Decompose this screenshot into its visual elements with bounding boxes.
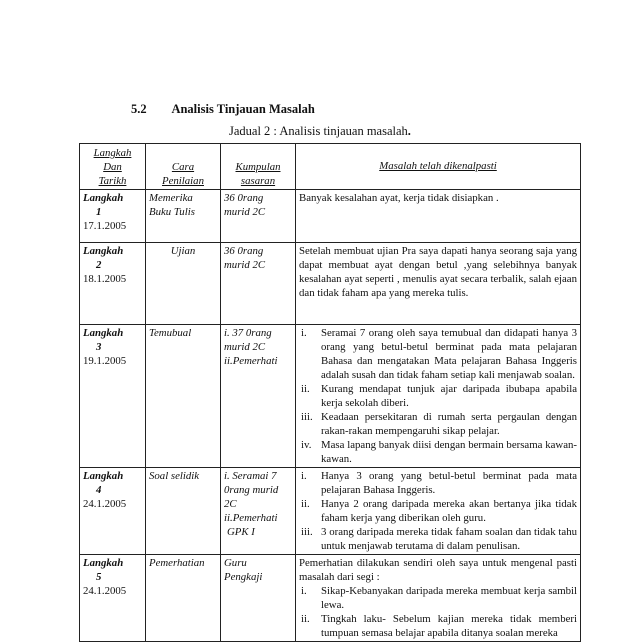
- list-marker: i.: [301, 470, 307, 482]
- list-text: Seramai 7 orang oleh saya temubual dan didapati hanya 3 orang yang betul-betul berminat pada mata pelajaran Bahasa dan mengatakan Mata pelajaran Bahasa Inggeris adalah susah dan tidak faham setiap kali menjawab soalan.: [321, 327, 577, 381]
- header-text: Masalah telah dikenalpasti: [379, 160, 497, 172]
- step-label: Langkah: [83, 245, 124, 257]
- target-text: 36 0rang: [224, 192, 264, 204]
- target-text: ii.Pemerhati: [224, 355, 278, 367]
- step-date: 18.1.2005: [83, 273, 127, 285]
- list-text: Kurang mendapat tunjuk ajar daripada ibubapa apabila kerja sekolah diberi.: [321, 383, 577, 409]
- list-marker: i.: [301, 585, 307, 597]
- table-row: [80, 468, 581, 555]
- step-label: Langkah: [83, 192, 124, 204]
- target-text: murid 2C: [224, 206, 266, 218]
- table-row: [80, 190, 581, 243]
- target-text: i. 37 0rang: [224, 327, 272, 339]
- analysis-table: [79, 143, 581, 642]
- method-text: Buku Tulis: [149, 206, 195, 218]
- problem-text: Setelah membuat ujian Pra saya dapati hanya seorang saja yang dapat membuat ayat dengan betul ,yang selebihnya banyak kesalahan ayat seperti , menulis ayat secara terbalik, salah ejaan dan tidak faham apa yang mereka tulis.: [299, 245, 577, 299]
- problem-intro: Pemerhatian dilakukan sendiri oleh saya untuk mengenal pasti masalah dari segi :: [299, 557, 577, 583]
- target-cell: [221, 468, 296, 555]
- step-cell: [80, 190, 146, 243]
- problem-cell: [296, 190, 581, 243]
- method-text: Soal selidik: [149, 470, 200, 482]
- header-text: Kumpulan: [235, 161, 281, 173]
- target-text: i. Seramai 7: [224, 470, 277, 482]
- target-cell: [221, 190, 296, 243]
- step-date: 17.1.2005: [83, 220, 127, 232]
- header-text: Cara: [171, 161, 195, 173]
- step-label: Langkah: [83, 327, 124, 339]
- header-step-date: [80, 144, 146, 190]
- header-method: [146, 144, 221, 190]
- section-title: Analisis Tinjauan Masalah: [171, 102, 315, 116]
- list-marker: iii.: [301, 526, 313, 538]
- target-cell: [221, 555, 296, 642]
- method-cell: [146, 325, 221, 468]
- problem-list: [299, 326, 577, 466]
- header-target: [221, 144, 296, 190]
- target-text: murid 2C: [224, 259, 266, 271]
- header-text: Dan: [103, 161, 122, 173]
- header-problem: [296, 144, 581, 190]
- step-date: 24.1.2005: [83, 498, 127, 510]
- list-text: Sikap-Kebanyakan daripada mereka membuat kerja sambil lewa.: [321, 585, 577, 611]
- method-text: Pemerhatian: [149, 557, 205, 569]
- step-number: 1: [96, 206, 102, 218]
- target-text: GPK I: [227, 526, 255, 538]
- list-item: [299, 382, 577, 410]
- method-text: Ujian: [170, 245, 196, 257]
- method-cell: [146, 555, 221, 642]
- method-cell: [146, 468, 221, 555]
- target-cell: [221, 243, 296, 325]
- step-cell: [80, 325, 146, 468]
- list-item: [299, 612, 577, 640]
- list-text: 3 orang daripada mereka tidak faham soalan dan tidak tahu untuk menjawab terutama di dalam penulisan.: [321, 526, 577, 552]
- header-text: Tarikh: [98, 175, 127, 187]
- target-text: Pengkaji: [224, 571, 263, 583]
- step-label: Langkah: [83, 557, 124, 569]
- target-cell: [221, 325, 296, 468]
- problem-text: Banyak kesalahan ayat, kerja tidak disiapkan .: [299, 192, 499, 204]
- target-text: 0rang murid: [224, 484, 279, 496]
- target-text: Guru: [224, 557, 247, 569]
- list-item: [299, 497, 577, 525]
- step-number: 4: [96, 484, 102, 496]
- header-text: sasaran: [240, 175, 276, 187]
- step-cell: [80, 468, 146, 555]
- problem-list: [299, 469, 577, 553]
- table-caption: [229, 124, 411, 139]
- list-text: Tingkah laku- Sebelum kajian mereka tidak memberi tumpuan semasa belajar apabila ditanya soalan mereka: [321, 613, 577, 639]
- list-text: Hanya 3 orang yang betul-betul berminat pada mata pelajaran Bahasa Inggeris.: [321, 470, 577, 496]
- step-number: 3: [96, 341, 102, 353]
- step-cell: [80, 555, 146, 642]
- step-date: 24.1.2005: [83, 585, 127, 597]
- list-item: [299, 584, 577, 612]
- step-cell: [80, 243, 146, 325]
- step-number: 5: [96, 571, 102, 583]
- problem-cell: [296, 555, 581, 642]
- target-text: murid 2C: [224, 341, 266, 353]
- header-text: Langkah: [93, 147, 132, 159]
- method-text: Memerika: [149, 192, 193, 204]
- list-text: Masa lapang banyak diisi dengan bermain bersama kawan-kawan.: [321, 439, 577, 465]
- method-cell: [146, 243, 221, 325]
- list-marker: iv.: [301, 439, 312, 451]
- list-marker: ii.: [301, 498, 310, 510]
- list-item: [299, 326, 577, 382]
- caption-end: .: [407, 124, 411, 138]
- target-text: 2C: [224, 498, 237, 510]
- step-date: 19.1.2005: [83, 355, 127, 367]
- list-marker: iii.: [301, 411, 313, 423]
- target-text: 36 0rang: [224, 245, 264, 257]
- list-item: [299, 525, 577, 553]
- section-heading: [131, 102, 315, 117]
- section-number: 5.2: [131, 102, 147, 116]
- problem-cell: [296, 325, 581, 468]
- target-text: ii.Pemerhati: [224, 512, 278, 524]
- list-marker: i.: [301, 327, 307, 339]
- problem-cell: [296, 468, 581, 555]
- list-item: [299, 469, 577, 497]
- list-marker: ii.: [301, 383, 310, 395]
- table-row: [80, 555, 581, 642]
- list-text: Hanya 2 orang daripada mereka akan bertanya jika tidak faham kerja yang diberikan oleh guru.: [321, 498, 577, 524]
- step-number: 2: [96, 259, 102, 271]
- problem-list: [299, 584, 577, 640]
- method-text: Temubual: [149, 327, 192, 339]
- method-cell: [146, 190, 221, 243]
- list-text: Keadaan persekitaran di rumah serta pergaulan dengan rakan-rakan mempengaruhi sikap pelajar.: [321, 411, 577, 437]
- step-label: Langkah: [83, 470, 124, 482]
- problem-cell: [296, 243, 581, 325]
- list-item: [299, 410, 577, 438]
- table-row: [80, 325, 581, 468]
- header-text: Penilaian: [162, 175, 204, 187]
- list-item: [299, 438, 577, 466]
- table-row: [80, 243, 581, 325]
- list-marker: ii.: [301, 613, 310, 625]
- caption-text: Jadual 2 : Analisis tinjauan masalah: [229, 124, 408, 138]
- table-header-row: [80, 144, 581, 190]
